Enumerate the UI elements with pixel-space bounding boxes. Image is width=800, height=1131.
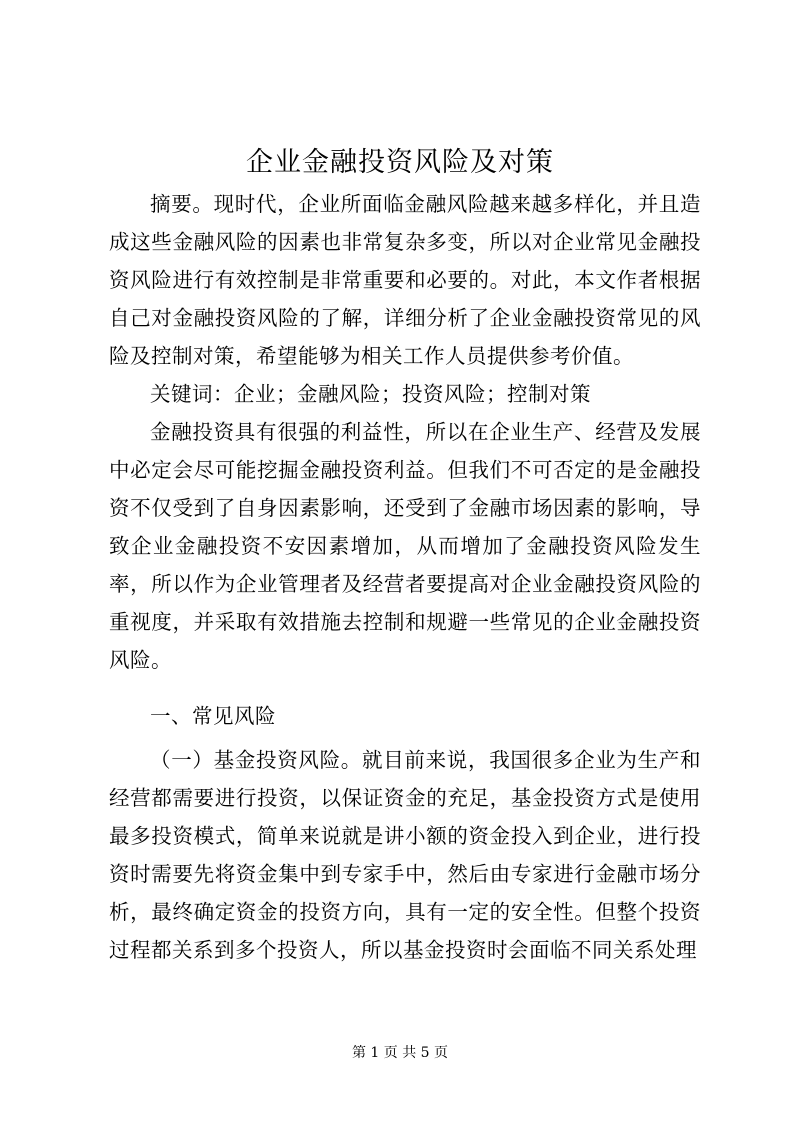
page-footer: 第 1 页 共 5 页 [351,1045,449,1061]
abstract-paragraph: 摘要。现时代，企业所面临金融风险越来越多样化，并且造成这些金融风险的因素也非常复杂多变，所以对企业常见金融投资风险进行有效控制是非常重要和必要的。对此，本文作者根据自己对金融投资风险的了解，详细分析了企业金融投资常见的风险及控制对策，希望能够为相关工作人员提供参考价值。 [109,192,701,368]
keywords-paragraph: 关键词：企业；金融风险；投资风险；控制对策 [150,382,591,406]
fund-risk-paragraph: （一）基金投资风险。就目前来说，我国很多企业为生产和经营都需要进行投资，以保证资金的充足，基金投资方式是使用最多投资模式，简单来说就是讲小额的资金投入到企业，进行投资时需要先将资金集中到专家手中，然后由专家进行金融市场分析，最终确定资金的投资方向，具有一定的安全性。但整个投资过程都关系到多个投资人，所以基金投资时会面临不同关系处理 [109,748,701,962]
document-title: 企业金融投资风险及对策 [246,147,554,178]
intro-paragraph: 金融投资具有很强的利益性，所以在企业生产、经营及发展中必定会尽可能挖掘金融投资利益。但我们不可否定的是金融投资不仅受到了自身因素影响，还受到了金融市场因素的影响，导致企业金融投资不安因素增加，从而增加了金融投资风险发生率，所以作为企业管理者及经营者要提高对企业金融投资风险的重视度，并采取有效措施去控制和规避一些常见的企业金融投资风险。 [109,420,701,672]
document-body [109,185,701,969]
section-heading: 一、常见风险 [150,704,276,728]
